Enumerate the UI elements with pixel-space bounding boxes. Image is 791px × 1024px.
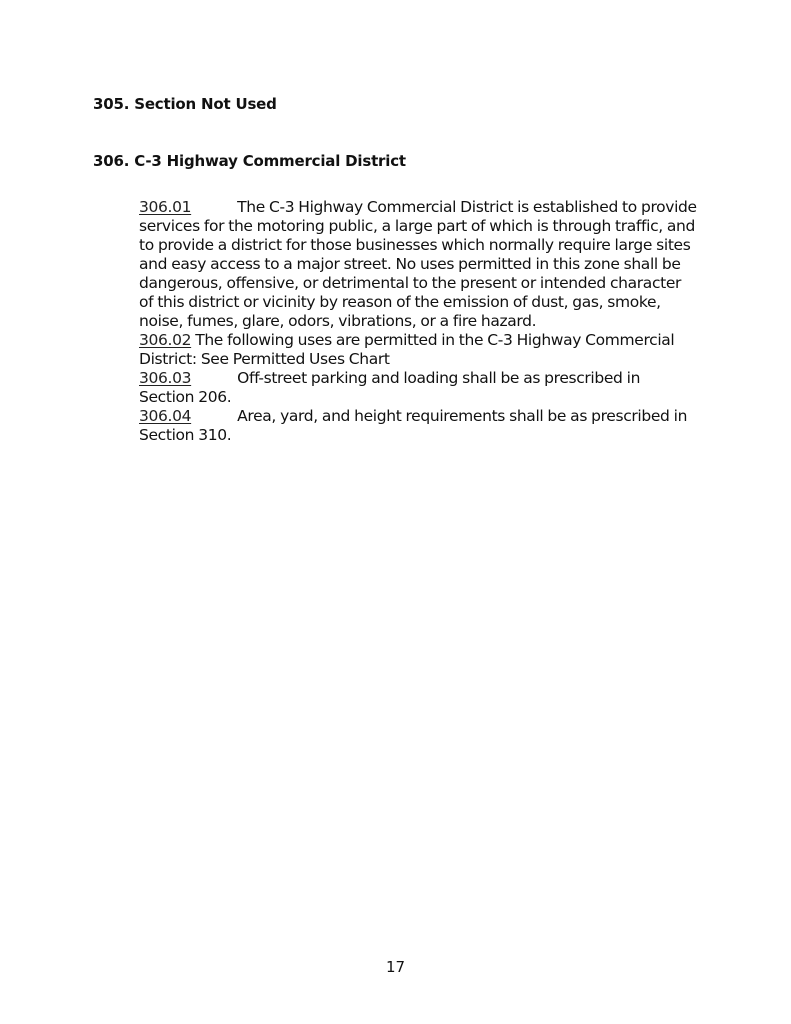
paragraph-number: 306.04 [139,407,192,425]
paragraph-number: 306.01 [139,198,192,216]
paragraph-text: The C-3 Highway Commercial District is established to provide services for the motoring public, a large part of which is through traffic, and to provide a district for those businesses which normally require large sites and easy access to a major street. No uses permitted in this zone shall be dangerous, offensive, or detrimental to the present or intended character of this district or vicinity by reason of the emission of dust, gas, smoke, noise, fumes, glare, odors, vibrations, or a fire hazard. [139,198,697,330]
paragraph-text: The following uses are permitted in the C-3 Highway Commercial District: See Permitted Uses Chart [139,331,675,368]
paragraph-306-03 [139,369,699,407]
section-306-heading: 306. C-3 Highway Commercial District [93,152,406,170]
section-305-heading: 305. Section Not Used [93,95,277,113]
paragraph-text: Off-street parking and loading shall be as prescribed in Section 206. [139,369,641,406]
paragraph-number: 306.02 [139,331,192,349]
paragraph-text: Area, yard, and height requirements shall be as prescribed in Section 310. [139,407,688,444]
paragraph-306-01 [139,198,699,331]
paragraph-306-02 [139,331,699,369]
page-number: 17 [385,958,406,976]
paragraph-306-04 [139,407,699,445]
paragraph-number: 306.03 [139,369,192,387]
section-306-body [139,198,699,445]
